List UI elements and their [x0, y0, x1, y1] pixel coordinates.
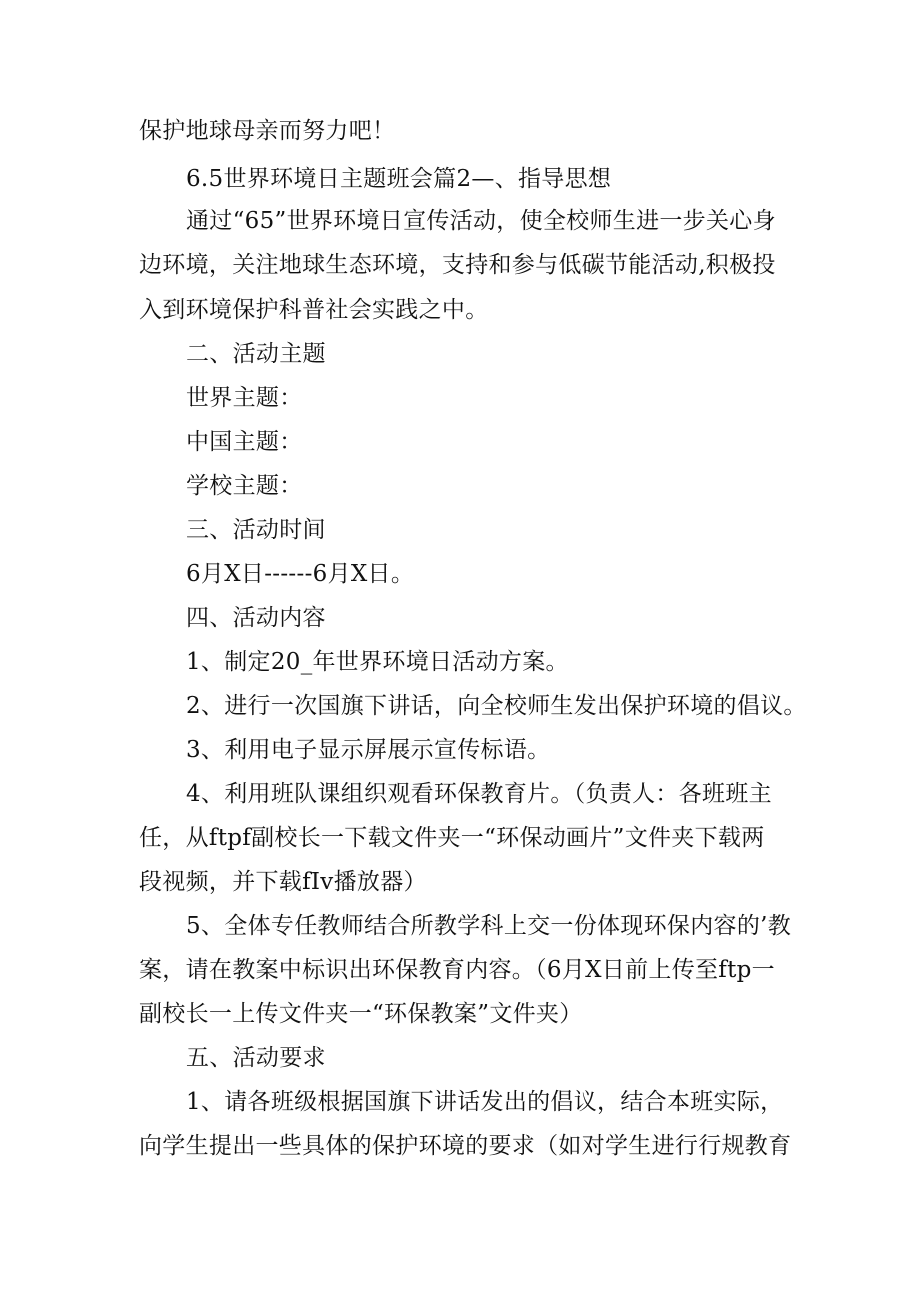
paragraph-line: 案，请在教案中标识出环保教育内容。（6月X日前上传至ftp一	[139, 957, 775, 983]
list-item: 1、制定20_年世界环境日活动方案。	[186, 649, 569, 675]
paragraph-line: 副校长一上传文件夹一“环保教案”文件夹）	[139, 1001, 583, 1027]
section-heading: 四、活动内容	[186, 605, 326, 631]
paragraph-line: 入到环境保护科普社会实践之中。	[139, 297, 489, 323]
list-item: 4、利用班队课组织观看环保教育片。（负责人：各班班主	[186, 781, 772, 807]
section-heading: 三、活动时间	[186, 517, 326, 543]
section-heading: 6.5世界环境日主题班会篇2—、指导思想	[186, 166, 612, 192]
list-item: 5、全体专任教师结合所教学科上交一份体现环保内容的’教	[186, 913, 792, 939]
paragraph-line: 边环境，关注地球生态环境，支持和参与低碳节能活动,积极投	[139, 252, 776, 278]
paragraph-line: 通过“65”世界环境日宣传活动，使全校师生进一步关心身	[186, 208, 776, 234]
paragraph-line: 学校主题：	[186, 473, 303, 499]
section-heading: 五、活动要求	[186, 1045, 326, 1071]
list-item: 3、利用电子显示屏展示宣传标语。	[186, 737, 551, 763]
paragraph-line: 世界主题：	[186, 385, 303, 411]
paragraph-line: 任，从ftpf副校长一下载文件夹一“环保动画片”文件夹下载两	[139, 825, 765, 851]
paragraph-line: 6月X日------6月X日。	[186, 561, 415, 587]
section-heading: 二、活动主题	[186, 341, 326, 367]
paragraph-line: 向学生提出一些具体的保护环境的要求（如对学生进行行规教育	[139, 1133, 792, 1159]
list-item: 2、进行一次国旗下讲话，向全校师生发出保护环境的倡议。	[186, 693, 807, 719]
paragraph-line: 中国主题：	[186, 429, 303, 455]
paragraph-line: 保护地球母亲而努力吧！	[139, 118, 396, 144]
paragraph-line: 段视频，并下载fIv播放器）	[139, 869, 427, 895]
list-item: 1、请各班级根据国旗下讲话发出的倡议，结合本班实际，	[186, 1089, 784, 1115]
